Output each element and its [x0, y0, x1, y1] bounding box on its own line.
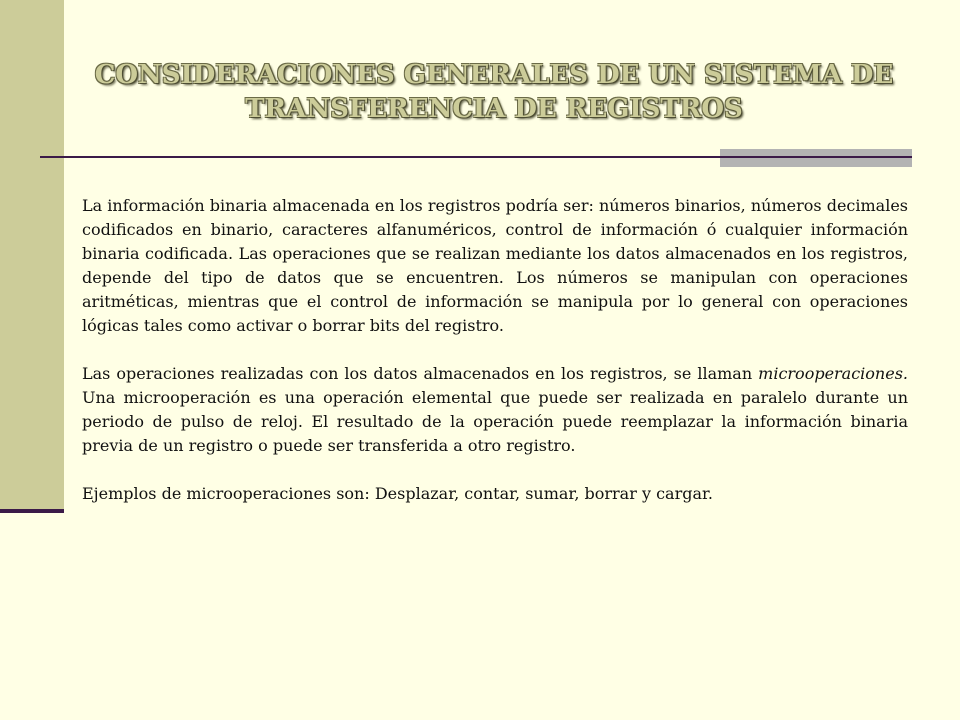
left-decorative-bar [0, 0, 64, 510]
title-divider-line [40, 156, 912, 158]
title-gray-accent [720, 149, 912, 167]
title-line-2: TRANSFERENCIA DE REGISTROS [245, 94, 743, 124]
paragraph-2-text-a: Las operaciones realizadas con los datos almacenados en los registros, se llaman [82, 364, 759, 383]
slide-title [64, 58, 924, 126]
paragraph-1: La información binaria almacenada en los registros podría ser: números binarios, números decimales codificados en binario, caracteres alfanuméricos, control de información ó cualquier información binaria codificada. Las operaciones que se realizan mediante los datos almacenados en los registros, depende del tipo de datos que se encuentren. Los números se manipulan con operaciones aritméticas, mientras que el control de información se manipula por lo general con operaciones lógicas tales como activar o borrar bits del registro. [82, 196, 908, 335]
slide-body [82, 194, 908, 506]
paragraph-2-text-b: Una microoperación es una operación elemental que puede ser realizada en paralelo durante un periodo de pulso de reloj. El resultado de la operación puede reemplazar la información binaria previa de un registro o puede ser transferida a otro registro. [82, 388, 908, 455]
left-accent-line [0, 509, 64, 513]
paragraph-2-term: microoperaciones. [758, 364, 908, 383]
paragraph-2 [82, 362, 908, 458]
paragraph-3: Ejemplos de microoperaciones son: Desplazar, contar, sumar, borrar y cargar. [82, 484, 713, 503]
title-line-1: CONSIDERACIONES GENERALES DE UN SISTEMA DE [94, 60, 894, 90]
